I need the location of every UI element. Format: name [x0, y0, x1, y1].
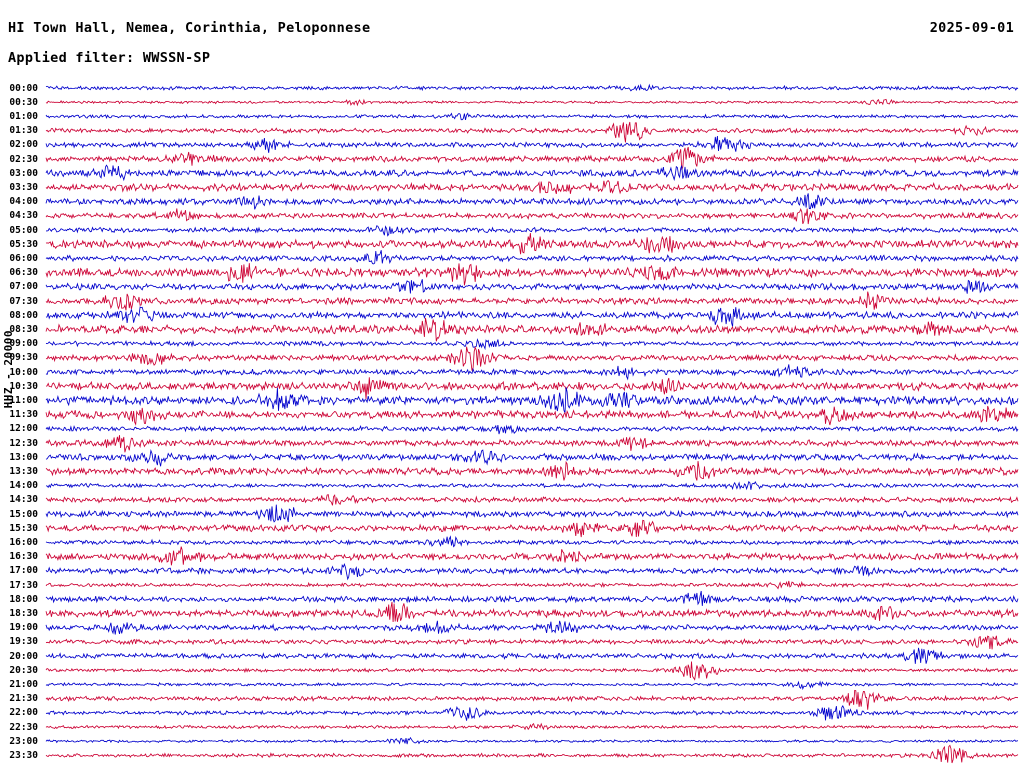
trace-line — [46, 706, 1018, 721]
time-tick-label: 09:30 — [9, 352, 38, 364]
time-tick-label: 19:00 — [9, 622, 38, 634]
trace-line — [46, 85, 1018, 91]
trace-line — [46, 495, 1018, 506]
trace-line — [46, 181, 1018, 194]
time-tick-label: 01:30 — [9, 125, 38, 137]
trace-line — [46, 745, 1018, 763]
time-tick-label: 22:30 — [9, 721, 38, 733]
time-tick-label: 03:00 — [9, 167, 38, 179]
helicorder-plot — [0, 76, 1024, 776]
trace-line — [46, 406, 1018, 425]
trace-line — [46, 122, 1018, 142]
trace-line — [46, 738, 1018, 744]
record-date: 2025-09-01 — [929, 20, 1014, 36]
time-tick-label: 18:30 — [9, 607, 38, 619]
trace-line — [46, 450, 1018, 466]
time-tick-label: 10:30 — [9, 380, 38, 392]
trace-line — [46, 208, 1018, 224]
time-tick-label: 06:30 — [9, 267, 38, 279]
time-tick-label: 03:30 — [9, 181, 38, 193]
trace-line — [46, 461, 1018, 480]
trace-line — [46, 364, 1018, 379]
time-tick-label: 00:30 — [9, 96, 38, 108]
time-tick-label: 15:00 — [9, 508, 38, 520]
trace-line — [46, 340, 1018, 349]
time-tick-label: 18:00 — [9, 593, 38, 605]
time-tick-label: 00:00 — [9, 82, 38, 94]
applied-filter-label: Applied filter: WWSSN-SP — [8, 50, 211, 66]
time-tick-label: 13:30 — [9, 465, 38, 477]
time-tick-label: 21:00 — [9, 678, 38, 690]
time-tick-label: 09:00 — [9, 338, 38, 350]
trace-line — [46, 724, 1018, 730]
trace-line — [46, 505, 1018, 522]
trace-line — [46, 547, 1018, 566]
time-tick-label: 07:30 — [9, 295, 38, 307]
time-tick-label: 05:00 — [9, 224, 38, 236]
trace-line — [46, 537, 1018, 547]
time-tick-label: 15:30 — [9, 522, 38, 534]
trace-line — [46, 602, 1018, 622]
time-tick-label: 20:30 — [9, 664, 38, 676]
time-tick-label: 10:00 — [9, 366, 38, 378]
time-tick-label: 23:00 — [9, 735, 38, 747]
trace-line — [46, 233, 1018, 254]
time-tick-label: 19:30 — [9, 636, 38, 648]
time-tick-label: 04:00 — [9, 196, 38, 208]
trace-line — [46, 581, 1018, 589]
trace-line — [46, 682, 1018, 689]
time-tick-label: 02:00 — [9, 139, 38, 151]
trace-line — [46, 621, 1018, 635]
trace-line — [46, 193, 1018, 209]
time-tick-label: 16:00 — [9, 536, 38, 548]
y-axis-label: HHZ - 20000 — [2, 330, 15, 409]
trace-line — [46, 648, 1018, 664]
trace-line — [46, 387, 1018, 413]
page-title: HI Town Hall, Nemea, Corinthia, Peloponnese — [8, 20, 371, 36]
trace-line — [46, 636, 1018, 650]
time-tick-label: 04:30 — [9, 210, 38, 222]
time-tick-label: 01:00 — [9, 110, 38, 122]
time-tick-label: 17:00 — [9, 565, 38, 577]
trace-line — [46, 377, 1018, 399]
trace-line — [46, 147, 1018, 170]
trace-line — [46, 279, 1018, 293]
time-tick-label: 21:30 — [9, 693, 38, 705]
time-tick-label: 17:30 — [9, 579, 38, 591]
time-tick-label: 02:30 — [9, 153, 38, 165]
time-tick-label: 08:00 — [9, 309, 38, 321]
time-tick-label: 22:00 — [9, 707, 38, 719]
trace-line — [46, 307, 1018, 327]
time-tick-label: 12:30 — [9, 437, 38, 449]
time-tick-label: 14:30 — [9, 494, 38, 506]
seismogram-traces — [0, 76, 1024, 776]
trace-line — [46, 425, 1018, 434]
trace-line — [46, 99, 1018, 105]
trace-line — [46, 165, 1018, 180]
time-tick-label: 08:30 — [9, 323, 38, 335]
trace-line — [46, 226, 1018, 236]
trace-line — [46, 435, 1018, 452]
trace-line — [46, 136, 1018, 153]
time-tick-label: 05:30 — [9, 238, 38, 250]
time-tick-label: 07:00 — [9, 281, 38, 293]
trace-line — [46, 113, 1018, 120]
time-tick-label: 16:30 — [9, 551, 38, 563]
trace-line — [46, 482, 1018, 490]
time-tick-label: 23:30 — [9, 749, 38, 761]
trace-line — [46, 520, 1018, 537]
time-tick-label: 14:00 — [9, 480, 38, 492]
time-tick-label: 20:00 — [9, 650, 38, 662]
trace-line — [46, 263, 1018, 285]
time-tick-label: 06:00 — [9, 252, 38, 264]
trace-line — [46, 662, 1018, 680]
trace-line — [46, 690, 1018, 709]
trace-line — [46, 250, 1018, 264]
time-tick-label: 12:00 — [9, 423, 38, 435]
time-tick-label: 11:30 — [9, 409, 38, 421]
time-tick-label: 11:00 — [9, 394, 38, 406]
time-tick-label: 13:00 — [9, 451, 38, 463]
trace-line — [46, 318, 1018, 341]
trace-line — [46, 292, 1018, 311]
trace-line — [46, 591, 1018, 606]
trace-line — [46, 564, 1018, 579]
trace-line — [46, 347, 1018, 371]
